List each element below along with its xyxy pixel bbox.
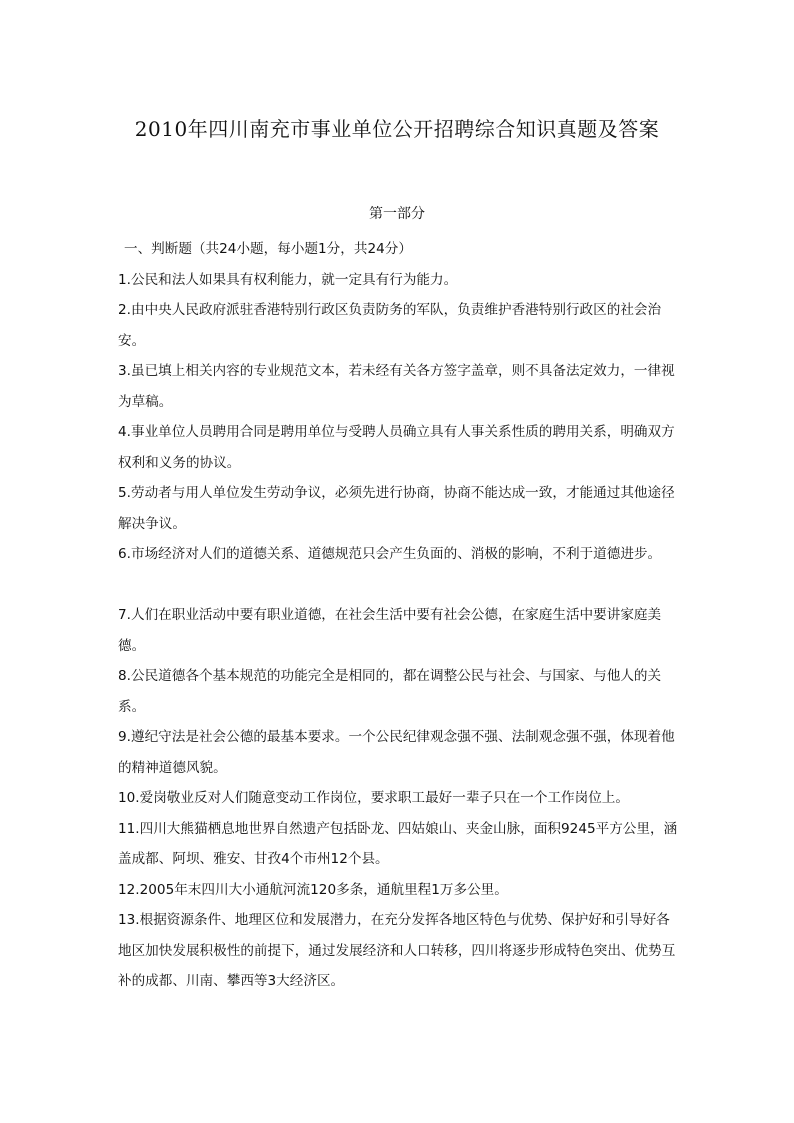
part-label: 第一部分: [369, 206, 425, 222]
question-item-3: 3.虽已填上相关内容的专业规范文本，若未经有关各方签字盖章，则不具备法定效力，一律视为草稿。: [118, 363, 675, 410]
question-item-11: 11.四川大熊猫栖息地世界自然遗产包括卧龙、四姑娘山、夹金山脉，面积9245平方公里，涵盖成都、阿坝、雅安、甘孜4个市州12个县。: [118, 820, 678, 867]
document-body: [118, 234, 680, 997]
question-item-4: 4.事业单位人员聘用合同是聘用单位与受聘人员确立具有人事关系性质的聘用关系，明确双方权利和义务的协议。: [118, 424, 675, 471]
question-item-10: 10.爱岗敬业反对人们随意变动工作岗位，要求职工最好一辈子只在一个工作岗位上。: [118, 790, 629, 806]
question-item-1: 1.公民和法人如果具有权利能力，就一定具有行为能力。: [118, 271, 458, 288]
question-item-13: 13.根据资源条件、地理区位和发展潜力，在充分发挥各地区特色与优势、保护好和引导好各地区加快发展积极性的前提下，通过发展经济和人口转移，四川将逐步形成特色突出、优势互补的成都、川南、攀西等3大经济区。: [118, 912, 676, 989]
question-item-7: 7.人们在职业活动中要有职业道德，在社会生活中要有社会公德，在家庭生活中要讲家庭美德。: [118, 607, 662, 654]
question-item-9: 9.遵纪守法是社会公德的最基本要求。一个公民纪律观念强不强、法制观念强不强，体现着他的精神道德风貌。: [118, 729, 675, 776]
paragraph-gap: [118, 570, 680, 601]
question-item-5: 5.劳动者与用人单位发生劳动争议，必须先进行协商，协商不能达成一致，才能通过其他途径解决争议。: [118, 485, 675, 532]
question-item-2: 2.由中央人民政府派驻香港特别行政区负责防务的军队，负责维护香港特别行政区的社会治安。: [118, 302, 662, 349]
question-item-8: 8.公民道德各个基本规范的功能完全是相同的，都在调整公民与社会、与国家、与他人的关系。: [118, 668, 662, 715]
document-title: 2010年四川南充市事业单位公开招聘综合知识真题及答案: [134, 117, 660, 141]
question-item-6: 6.市场经济对人们的道德关系、道德规范只会产生负面的、消极的影响，不利于道德进步。: [118, 546, 662, 562]
section-heading: 一、判断题（共24小题，每小题1分，共24分）: [124, 241, 412, 257]
question-item-12: 12.2005年末四川大小通航河流120多条，通航里程1万多公里。: [118, 881, 508, 898]
